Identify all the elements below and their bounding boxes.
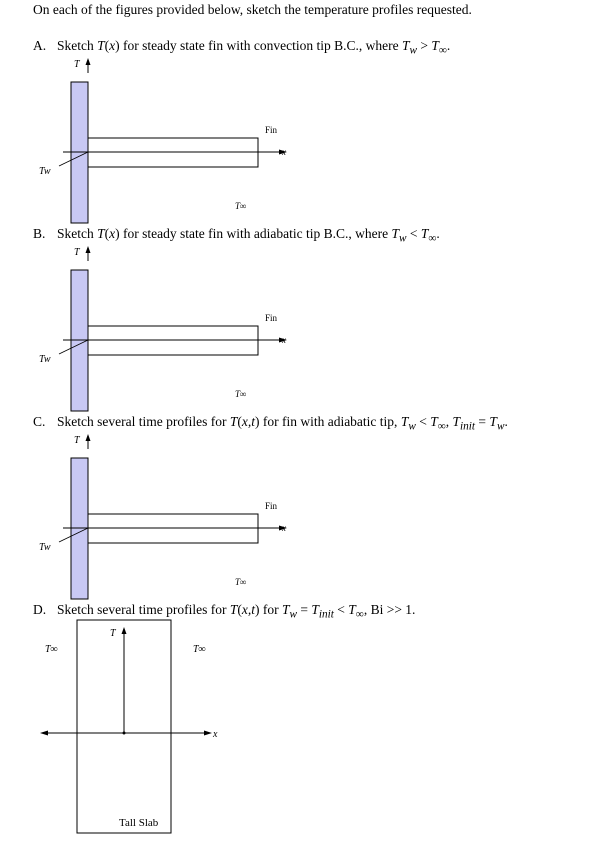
wall-label: Tw: [39, 166, 51, 177]
question-text: Sketch T(x) for steady state fin with adiabatic tip B.C., where $T_w < T_\infty$.: [57, 226, 440, 245]
x-axis-left-arrow: [40, 731, 48, 736]
origin-dot: [123, 732, 126, 735]
question-letter: C.: [33, 414, 46, 429]
t-axis-label: T: [74, 435, 80, 446]
question-letter: A.: [33, 38, 47, 53]
t-axis-arrow: [86, 58, 91, 65]
t-axis-arrow: [86, 434, 91, 441]
wall-label: Tw: [39, 542, 51, 553]
x-axis-label: x: [282, 335, 286, 345]
question-letter: D.: [33, 602, 47, 617]
x-axis-label: x: [282, 523, 286, 533]
question-text: Sketch several time profiles for T(x,t) for fin with adiabatic tip, $T_w < T_\infty$, $T_{init} = T_w$.: [57, 414, 508, 433]
fin-label: Fin: [265, 501, 278, 511]
t-axis-label: T: [74, 59, 80, 70]
slab-label: Tall Slab: [119, 817, 159, 829]
t-axis-label: T: [74, 247, 80, 258]
question-letter: B.: [33, 226, 46, 241]
intro-text: On each of the figures provided below, sketch the temperature profiles requested.: [33, 2, 472, 17]
ambient-label: T∞: [235, 577, 247, 587]
fin-label: Fin: [265, 313, 278, 323]
ambient-label: T∞: [235, 389, 247, 399]
question-c: [33, 414, 508, 433]
question-text: Sketch several time profiles for T(x,t) for $T_w = T_{init} < T_\infty$, Bi >> 1.: [57, 602, 416, 621]
question-text: Sketch T(x) for steady state fin with convection tip B.C., where $T_w > T_\infty$.: [57, 38, 451, 57]
t-axis-label: T: [110, 628, 116, 639]
fin-figure-b[interactable]: [0, 243, 612, 415]
x-axis-right-arrow: [204, 731, 212, 736]
t-axis-arrow: [86, 246, 91, 253]
left-ambient-label: T∞: [45, 644, 58, 655]
fin-figure-c[interactable]: [0, 431, 612, 603]
question-b: [33, 226, 440, 245]
question-a: [33, 38, 450, 57]
wall-label: Tw: [39, 354, 51, 365]
fin-label: Fin: [265, 125, 278, 135]
x-axis-label: x: [213, 729, 218, 740]
ambient-label: T∞: [235, 201, 247, 211]
right-ambient-label: T∞: [193, 644, 206, 655]
x-axis-label: x: [282, 147, 286, 157]
slab-figure-d[interactable]: [0, 618, 612, 857]
fin-figure-a[interactable]: [0, 55, 612, 227]
